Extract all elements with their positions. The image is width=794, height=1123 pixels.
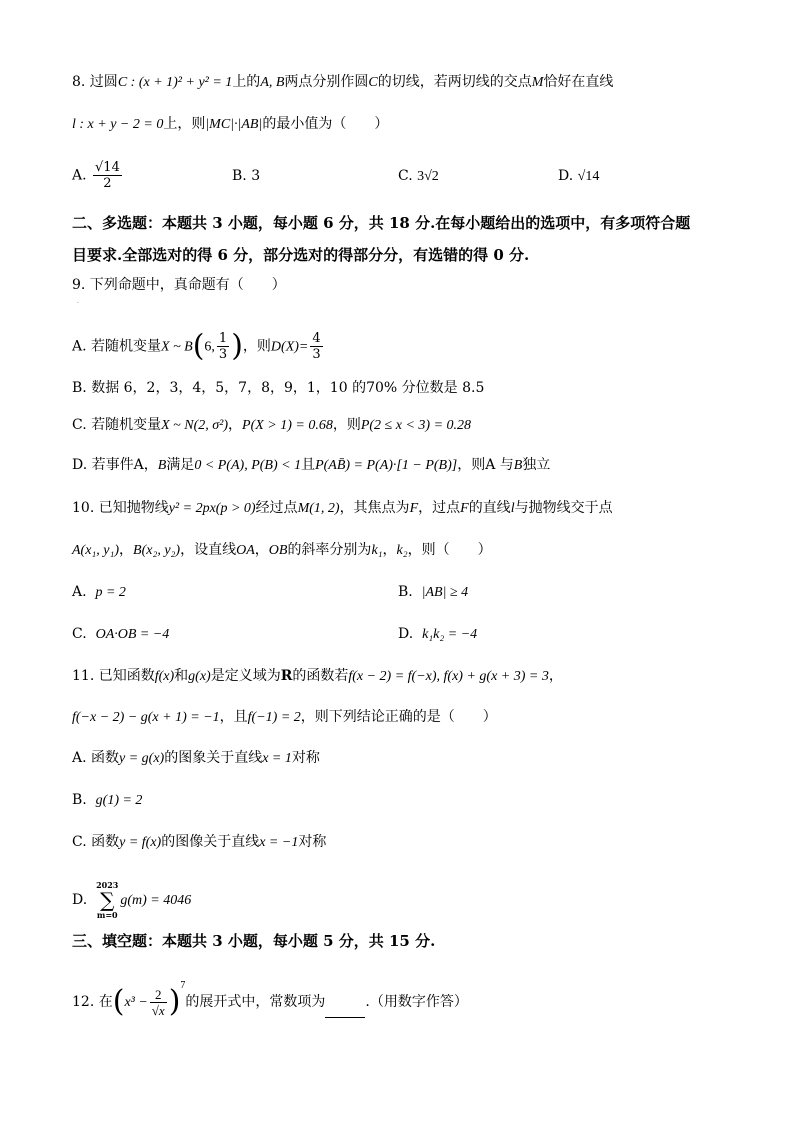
option-text: 的图象关于直线 (164, 750, 263, 766)
option-value: 3√2 (417, 169, 439, 184)
q10-text: ，过点 (418, 500, 461, 516)
line-ob: OB (268, 543, 288, 558)
frac-den: 3 (218, 347, 228, 362)
q10-text: ，其焦点为 (339, 500, 410, 516)
option-text: D. 若事件A， (72, 457, 158, 473)
q8-stem-line1 (72, 72, 613, 93)
q9-a-frac2 (310, 331, 322, 362)
option-label: C. (398, 168, 413, 184)
q9-option-b: B. 数据 6，2，3，4，5，7，8，9，1，10 的70% 分位数是 8.5 (72, 380, 485, 396)
q11-option-b (72, 790, 142, 811)
slope-k1: k₁ (371, 543, 383, 558)
frac-num: 2 (150, 987, 167, 1003)
option-text: 的图像关于直线 (161, 834, 260, 850)
q8-option-b (232, 166, 260, 186)
option-text: A. 若随机变量 (72, 338, 162, 355)
section2-heading-line1: 二、多选题：本题共 3 小题，每小题 6 分，共 18 分.在每小题给出的选项中，有多项符合题 (72, 214, 691, 232)
func: y = f(x) (119, 835, 162, 850)
q10-text: 的直线 (468, 500, 511, 516)
prob: P(2 ≤ x < 3) = 0.28 (360, 418, 472, 433)
line: x = 1 (262, 751, 292, 766)
q10-text: ， (119, 542, 134, 558)
q9-stem: 9. 下列命题中，真命题有（ ） (72, 277, 286, 293)
option-label: B. (72, 792, 87, 808)
option-text: B. 3 (232, 168, 261, 184)
q10-text: 10. 已知抛物线 (72, 500, 169, 516)
focus: F (460, 501, 469, 516)
q11-text: 是定义域为 (210, 668, 281, 684)
option-text: 对称 (291, 750, 320, 766)
option-label: D. (72, 892, 88, 908)
q8-product: |MC|·|AB| (205, 117, 263, 132)
q8-stem-line2 (72, 114, 388, 135)
q12-fraction (150, 987, 167, 1018)
event: B (513, 458, 523, 473)
option-label: B. (398, 584, 413, 600)
q11-text: 11. 已知函数 (72, 668, 155, 684)
summation-symbol (96, 880, 118, 920)
paren: ( (192, 328, 205, 364)
option-value: p = 2 (95, 585, 126, 600)
func: y = g(x) (119, 751, 165, 766)
q10-option-a (72, 582, 126, 603)
paren-close: ) (168, 984, 181, 1019)
option-text: ，则A 与 (457, 457, 514, 473)
frac-num: √14 (95, 160, 120, 175)
q11-option-d (72, 880, 191, 920)
option-value: OA·OB = −4 (95, 627, 170, 642)
prob-eq: P(AB̄) = P(A)·[1 − P(B)] (315, 458, 458, 473)
q12-text: .（用数字作答） (365, 994, 468, 1010)
q9-option-d (72, 455, 550, 476)
q9-option-a (72, 328, 325, 364)
param: 6, (204, 339, 215, 355)
frac-den: √x (151, 1002, 165, 1018)
option-value: |AB| ≥ 4 (421, 585, 469, 600)
option-value: √14 (577, 169, 600, 184)
paren-open: ( (112, 984, 125, 1019)
q10-text: ， (382, 542, 397, 558)
parabola-eq: y² = 2px(p > 0) (168, 501, 256, 516)
slope-k2: k₂ (396, 543, 408, 558)
option-text: C. 若随机变量 (72, 417, 162, 433)
section2-heading-line2: 目要求.全部选对的得 6 分，部分选对的得部分分，有选错的得 0 分. (72, 246, 530, 264)
q10-text: ， (254, 542, 269, 558)
focus: F (409, 501, 419, 516)
option-label: C. (72, 626, 87, 642)
option-text: C. 函数 (72, 834, 120, 850)
func-f: f(x) (154, 669, 175, 684)
option-value: g(m) = 4046 (120, 893, 192, 908)
q8-line-eq: l : x + y − 2 = 0 (72, 117, 164, 132)
sum-upper: 2023 (96, 880, 119, 890)
q8-points: A, B (260, 75, 285, 90)
q12-stem (72, 976, 468, 1018)
option-text: 独立 (522, 457, 551, 473)
normal-dist: X ~ N(2, σ²) (161, 418, 229, 433)
q11-text: 和 (174, 668, 189, 684)
q10-option-b (398, 582, 468, 603)
reals-symbol: R (280, 668, 293, 684)
point-b: B(x₂, y₂) (133, 543, 181, 558)
option-text: ，则 (242, 338, 271, 355)
q10-text: 与抛物线交于点 (514, 500, 613, 516)
q8-text: 的切线，若两切线的交点 (377, 74, 532, 90)
option-text: ，则 (332, 417, 361, 433)
stray-mark: · (77, 300, 79, 307)
q12-text: 的展开式中，常数项为 (185, 994, 326, 1010)
q10-option-d (398, 624, 477, 645)
func-condition: f(−x − 2) − g(x + 1) = −1 (72, 710, 220, 725)
q10-text: ，设直线 (180, 542, 237, 558)
q11-text: ，且 (219, 709, 248, 725)
q11-stem-line2 (72, 707, 497, 728)
paren: ) (231, 328, 243, 364)
frac-num: 1 (218, 331, 228, 346)
q10-stem-line1 (72, 498, 613, 519)
func-value: f(−1) = 2 (247, 710, 301, 725)
exponent: 7 (180, 980, 186, 991)
q8-option-a-fraction (93, 160, 122, 191)
frac-den: 2 (103, 176, 112, 191)
q10-text: ，则（ ） (407, 542, 492, 558)
q8-text: 两点分别作圆 (284, 74, 369, 90)
point-a: A(x₁, y₁) (72, 543, 120, 558)
q10-text: 的斜率分别为 (287, 542, 372, 558)
prob-range: 0 < P(A), P(B) < 1 (194, 458, 302, 473)
option-label: A. (72, 167, 87, 184)
func-g: g(x) (188, 669, 211, 684)
prob: P(X > 1) = 0.68 (242, 418, 333, 433)
q11-option-c (72, 832, 326, 853)
frac-num: 4 (312, 331, 321, 346)
q10-stem-line2 (72, 540, 492, 561)
term: x³ − (124, 995, 148, 1010)
q8-text: 上的 (232, 74, 261, 90)
q10-text: 经过点 (255, 500, 298, 516)
option-text: A. 函数 (72, 750, 120, 766)
q10-option-c (72, 624, 169, 645)
q8-circle-name: C (368, 75, 378, 90)
line: x = −1 (259, 835, 299, 850)
q8-option-c (398, 166, 439, 187)
q8-option-a (72, 160, 124, 191)
option-text: 且 (301, 457, 316, 473)
q11-text: ，则下列结论正确的是（ ） (300, 709, 497, 725)
line-l: l (510, 501, 515, 516)
line-oa: OA (236, 543, 255, 558)
q11-option-a (72, 748, 320, 769)
option-label: D. (558, 168, 574, 184)
option-text: 满足 (166, 457, 195, 473)
option-value: k₁k₂ = −4 (422, 627, 478, 642)
variance: D(X)= (270, 339, 309, 355)
answer-blank[interactable] (325, 1003, 365, 1018)
binomial: X ~ B (161, 339, 193, 355)
func-conditions: f(x − 2) = f(−x), f(x) + g(x + 3) = 3 (348, 669, 549, 684)
sum-lower: m=0 (96, 910, 118, 920)
option-label: D. (398, 626, 414, 642)
event: B (157, 458, 167, 473)
section3-heading: 三、填空题：本题共 3 小题，每小题 5 分，共 15 分. (72, 932, 436, 950)
q8-text: 恰好在直线 (543, 74, 614, 90)
sigma-glyph: ∑ (100, 888, 115, 912)
q12-text: 12. 在 (72, 994, 113, 1010)
q8-option-d (558, 166, 599, 187)
q8-text: 8. 过圆 (72, 74, 118, 90)
option-value: g(1) = 2 (95, 793, 143, 808)
q11-text: ， (548, 668, 563, 684)
q11-text: 的函数若 (292, 668, 349, 684)
option-text: 对称 (298, 834, 327, 850)
point-m: M(1, 2) (297, 501, 340, 516)
q11-stem-line1 (72, 666, 563, 687)
frac-den: 3 (312, 347, 321, 362)
q9-option-c (72, 415, 471, 436)
q8-circle-eq: C : (x + 1)² + y² = 1 (117, 75, 233, 90)
q8-point-m: M (531, 75, 544, 90)
option-text: ， (228, 417, 243, 433)
q8-text: 的最小值为（ ） (262, 116, 389, 132)
q8-text: 上，则 (163, 116, 206, 132)
option-label: A. (72, 584, 87, 600)
q9-a-frac1 (217, 331, 229, 362)
